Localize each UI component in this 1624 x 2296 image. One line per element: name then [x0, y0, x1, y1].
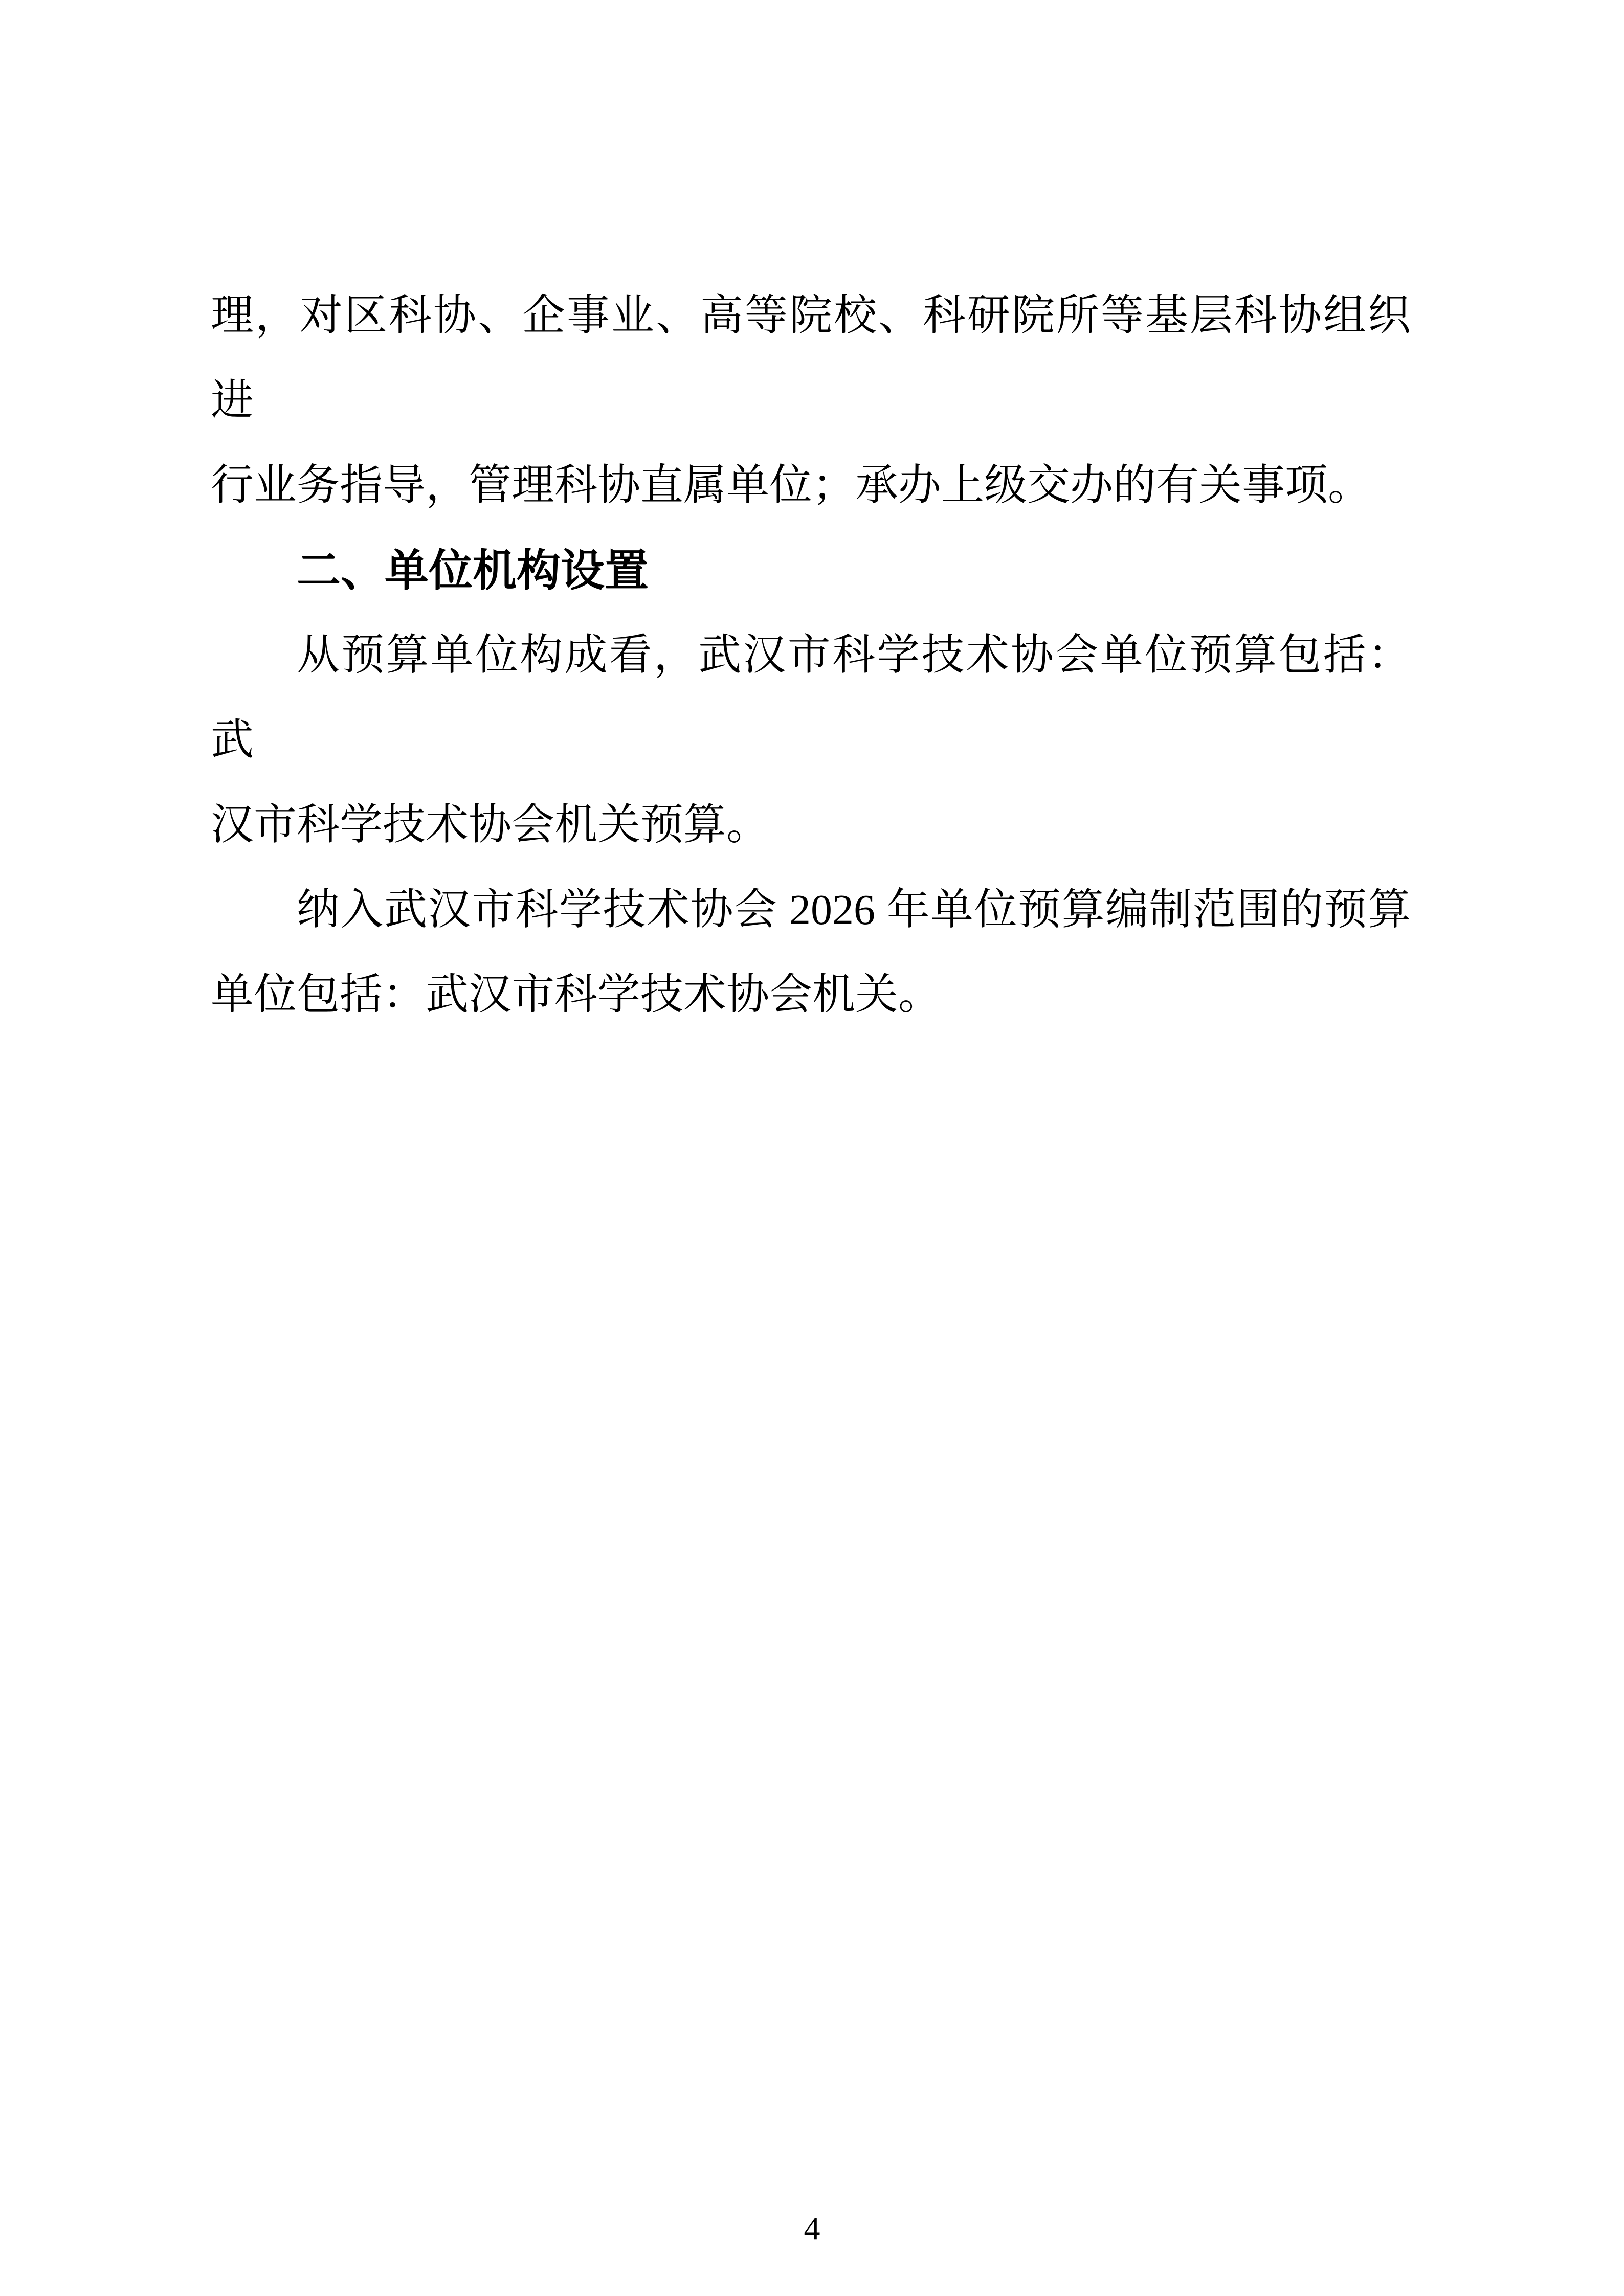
document-body: [211, 274, 1411, 1038]
body-line-continuation-2: 行业务指导，管理科协直属单位；承办上级交办的有关事项。: [211, 462, 1371, 509]
paragraph2-line-1: 纳入武汉市科学技术协会 2026 年单位预算编制范围的预算: [297, 886, 1411, 934]
paragraph1-line-2: 汉市科学技术协会机关预算。: [211, 801, 770, 849]
body-line-continuation-1: 理，对区科协、企事业、高等院校、科研院所等基层科协组织进: [211, 292, 1411, 424]
paragraph1-line-1: 从预算单位构成看，武汉市科学技术协会单位预算包括：武: [211, 632, 1411, 764]
page-number: 4: [804, 2210, 820, 2246]
paragraph2-line-2: 单位包括：武汉市科学技术协会机关。: [211, 971, 942, 1019]
section-heading: 二、单位机构设置: [297, 546, 649, 595]
